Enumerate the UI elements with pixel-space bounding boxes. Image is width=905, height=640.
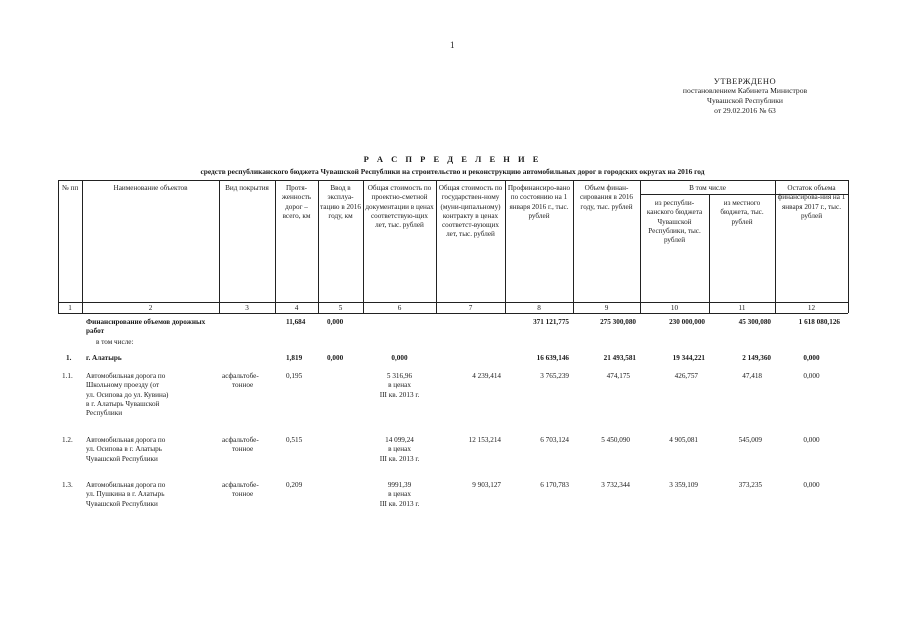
col-rule: [709, 194, 710, 313]
section-volume: 21 493,581: [603, 354, 636, 362]
row-republic: 4 905,081: [669, 436, 698, 444]
header-republic-budget: из республи-канского бюджета Чувашской Республики, тыс. рублей: [646, 199, 703, 245]
header-cover-type: Вид покрытия: [225, 184, 269, 192]
total-republic: 230 000,000: [669, 318, 705, 326]
row-name-line: ул. Осипова в г. Алатырь: [86, 445, 162, 454]
approval-title: УТВЕРЖДЕНО: [713, 76, 777, 86]
total-row-label: Финансирование объемов дорожных работ: [86, 318, 206, 336]
row-republic: 426,757: [674, 372, 698, 380]
col-rule: [275, 180, 276, 313]
row-number: 1.2.: [62, 436, 73, 444]
row-cover-line: асфальтобе-: [222, 372, 259, 380]
section-number: 1.: [66, 354, 72, 362]
approval-line: от 29.02.2016 № 63: [714, 106, 776, 115]
total-volume: 275 300,080: [600, 318, 636, 326]
row-psd-cost: [363, 372, 436, 400]
row-name-line: в г. Алатырь Чувашской: [86, 399, 160, 408]
header-psd-cost: Общая стоимость по проектно-сметной документации в ценах соответствую-щих лет, тыс. рублей: [365, 184, 434, 230]
row-name-line: Автомобильная дорога по: [86, 436, 166, 444]
col-rule: [573, 180, 574, 313]
header-financed: Профинансиро-вано по состоянию на 1 января 2016 г., тыс. рублей: [507, 184, 571, 220]
approval-line: Чувашской Республики: [707, 96, 783, 105]
row-length: 0,515: [286, 436, 303, 444]
row-financed: 6 703,124: [540, 436, 569, 444]
row-cover-line: асфальтобе-: [222, 436, 259, 444]
row-name-line: ул. Пушкина в г. Алатырь: [86, 490, 165, 499]
page-number: 1: [450, 40, 455, 50]
total-commissioning: 0,000: [327, 318, 344, 326]
row-name-line: Чувашской Республики: [86, 454, 158, 463]
column-number: 11: [738, 304, 746, 312]
approval-stamp: [640, 76, 850, 116]
row-number: 1.3.: [62, 481, 73, 489]
row-volume: 474,175: [606, 372, 630, 380]
column-number: 2: [148, 304, 153, 312]
row-number: 1.1.: [62, 372, 73, 380]
column-number: 6: [397, 304, 402, 312]
header-volume-2016: Объем финан-сирования в 2016 году, тыс. рублей: [579, 184, 634, 211]
row-name-line: Чувашской Республики: [86, 499, 158, 508]
row-length: 0,195: [286, 372, 303, 380]
col-rule: [363, 180, 364, 313]
header-commissioning: Ввод в эксплуа-тацию в 2016 году, км: [320, 184, 361, 220]
row-object-name: [86, 436, 218, 464]
col-rule: [775, 180, 776, 313]
column-number: 7: [468, 304, 473, 312]
total-row-sublabel: в том числе:: [96, 338, 134, 346]
row-remaining: 0,000: [803, 436, 820, 444]
column-number: 4: [294, 304, 299, 312]
header-contract-cost: Общая стоимость по государствен-ному (муни-ципальному) контракту в ценах соответст-вующих лет, тыс. рублей: [438, 184, 503, 239]
column-number: 5: [338, 304, 343, 312]
row-contract-cost: 9 903,127: [472, 481, 501, 489]
row-cover-line: асфальтобе-: [222, 481, 259, 489]
row-name-line: ул. Осипова до ул. Кувина): [86, 390, 169, 399]
section-commissioning: 0,000: [327, 354, 344, 362]
col-rule: [318, 180, 319, 313]
column-number: 9: [604, 304, 609, 312]
header-object-name: Наименование объектов: [113, 184, 188, 192]
section-local: 2 149,360: [742, 354, 771, 362]
total-remaining: 1 618 080,126: [798, 318, 840, 326]
column-number: 10: [670, 304, 679, 312]
total-length: 11,684: [286, 318, 306, 326]
row-name-line: Автомобильная дорога по: [86, 372, 166, 380]
section-length: 1,819: [286, 354, 303, 362]
header-number: № пп: [61, 184, 79, 192]
col-rule: [82, 180, 83, 313]
total-financed: 371 121,775: [533, 318, 569, 326]
row-cover-line: тонное: [232, 381, 254, 390]
row-cover-line: тонное: [232, 490, 254, 499]
row-remaining: 0,000: [803, 481, 820, 489]
row-republic: 3 359,109: [669, 481, 698, 489]
row-psd-line: в ценах: [388, 490, 411, 499]
row-name-line: Школьному проезду (от: [86, 381, 160, 390]
row-psd-cost: [363, 481, 436, 509]
row-volume: 5 450,090: [601, 436, 630, 444]
total-local: 45 300,080: [738, 318, 771, 326]
table-top-rule: [58, 180, 848, 181]
row-name-line: Республики: [86, 409, 123, 418]
row-length: 0,209: [286, 481, 303, 489]
row-local: 47,418: [742, 372, 762, 380]
header-including-group: В том числе: [689, 184, 726, 192]
row-cover-line: тонное: [232, 445, 254, 454]
row-psd-line: в ценах: [388, 445, 411, 454]
header-bottom-rule: [58, 302, 848, 303]
row-psd-line: III кв. 2013 г.: [379, 454, 420, 463]
row-psd-line: 5 316,96: [386, 372, 413, 380]
header-local-budget: из местного бюджета, тыс. рублей: [720, 199, 764, 226]
col-rule: [640, 180, 641, 313]
row-cover: [222, 372, 259, 391]
header-remaining: Остаток объема финансирова-ния на 1 января 2017 г., тыс. рублей: [777, 184, 846, 220]
row-psd-line: III кв. 2013 г.: [379, 499, 420, 508]
col-rule: [219, 180, 220, 313]
row-name-line: Автомобильная дорога по: [86, 481, 166, 489]
col-rule: [848, 180, 849, 313]
row-cover: [222, 481, 259, 500]
document-subtitle: средств республиканского бюджета Чувашской Республики на строительство и реконструкцию автомобильных дорог в городских округах на 2016 год: [200, 167, 705, 176]
row-psd-line: 14 099,24: [385, 436, 414, 444]
col-rule: [505, 180, 506, 313]
section-financed: 16 639,146: [536, 354, 569, 362]
row-psd-line: в ценах: [388, 381, 411, 390]
row-psd-line: 9991,39: [387, 481, 412, 489]
row-volume: 3 732,344: [601, 481, 630, 489]
row-remaining: 0,000: [803, 372, 820, 380]
document-title: Р А С П Р Е Д Е Л Е Н И Е: [363, 154, 542, 164]
row-object-name: [86, 372, 218, 418]
section-name: г. Алатырь: [86, 354, 122, 362]
section-psd: 0,000: [391, 354, 408, 362]
row-financed: 3 765,239: [540, 372, 569, 380]
row-object-name: [86, 481, 218, 509]
row-psd-cost: [363, 436, 436, 464]
section-republic: 19 344,221: [672, 354, 705, 362]
approval-line: постановлением Кабинета Министров: [682, 86, 808, 95]
section-remaining: 0,000: [803, 354, 820, 362]
row-local: 373,235: [738, 481, 762, 489]
column-number: 3: [245, 304, 249, 312]
row-psd-line: III кв. 2013 г.: [379, 390, 420, 399]
column-number: 12: [807, 304, 816, 312]
column-number: 8: [537, 304, 541, 312]
row-contract-cost: 12 153,214: [468, 436, 501, 444]
row-local: 545,009: [738, 436, 762, 444]
row-cover: [222, 436, 259, 455]
row-contract-cost: 4 239,414: [472, 372, 501, 380]
col-rule: [58, 180, 59, 313]
column-number: 1: [68, 304, 72, 312]
col-rule: [436, 180, 437, 313]
header-road-length: Протя-женность дорог – всего, км: [281, 184, 312, 220]
row-financed: 6 170,783: [540, 481, 569, 489]
